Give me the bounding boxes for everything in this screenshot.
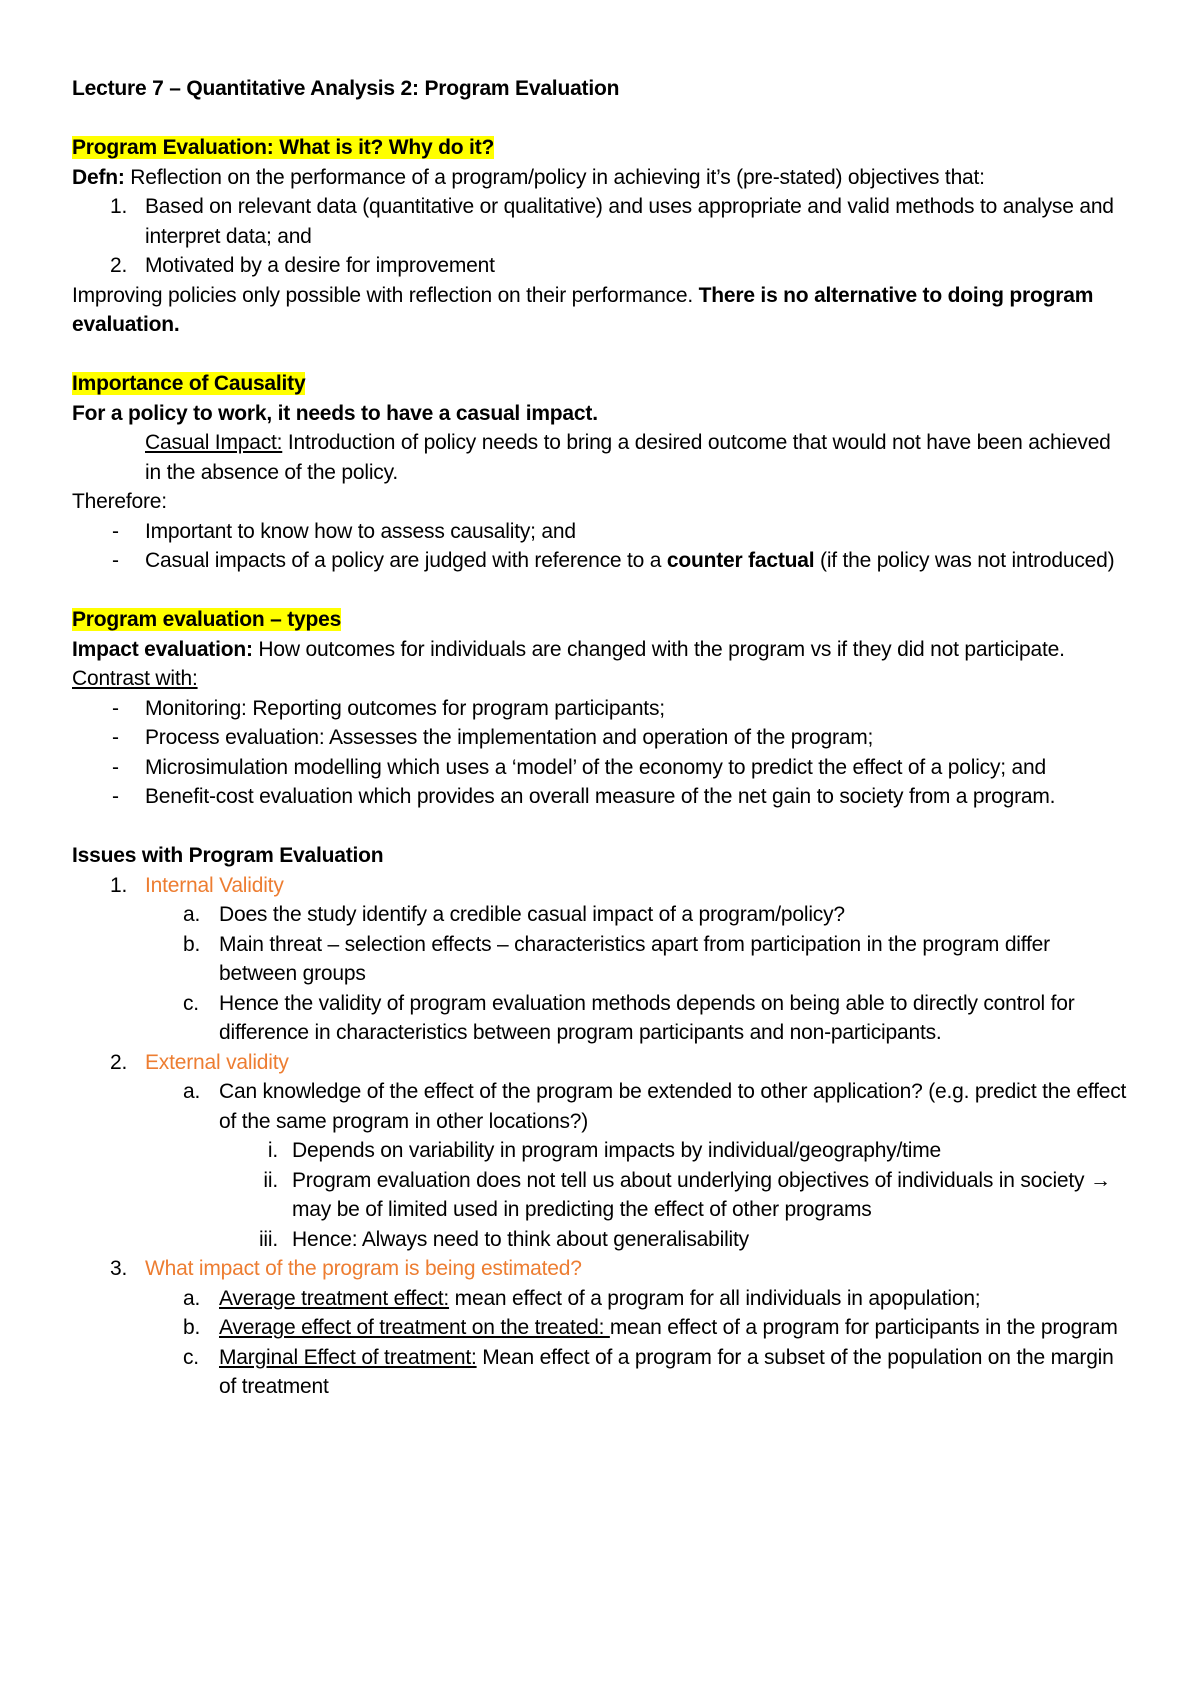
term-text: mean effect of a program for participants in the program (609, 1316, 1118, 1339)
impact-text: How outcomes for individuals are changed with the program vs if they did not participate. (252, 637, 1065, 661)
section-heading: Program Evaluation: What is it? Why do it? (72, 136, 495, 159)
section-what-is-it (72, 133, 1132, 163)
list-marker: 1. (110, 873, 128, 897)
list-marker: b. (183, 1316, 201, 1339)
list-item (72, 1254, 1132, 1284)
list-item (72, 546, 1132, 576)
list-marker: i. (267, 1139, 278, 1162)
definition (72, 163, 1132, 193)
impact-evaluation (72, 635, 1132, 665)
list-item-text: Important to know how to assess causality; and (145, 519, 576, 543)
page-title: Lecture 7 – Quantitative Analysis 2: Program Evaluation (72, 77, 620, 100)
list-item (72, 1166, 1132, 1225)
list-marker: c. (183, 991, 199, 1015)
section-heading: Program evaluation – types (72, 608, 342, 631)
closing-paragraph (72, 281, 1132, 340)
list-marker: b. (183, 932, 201, 956)
dash-marker: - (112, 696, 119, 720)
definition-text: Reflection on the performance of a program/policy in achieving it’s (pre-stated) objectives that: (124, 165, 985, 189)
closing-bold: There is no alternative to doing program evaluation. (72, 283, 1094, 336)
dash-marker: - (112, 549, 119, 572)
list-item (72, 871, 1132, 901)
list-item-text: Process evaluation: Assesses the implementation and operation of the program; (145, 726, 874, 749)
dash-marker: - (112, 785, 119, 808)
list-item (72, 900, 1132, 930)
list-item-text-pre: Casual impacts of a policy are judged with reference to a (145, 549, 667, 572)
therefore-label: Therefore: (72, 490, 167, 513)
list-item (72, 930, 1132, 989)
list-item (72, 694, 1132, 724)
list-marker: 2. (110, 1050, 128, 1074)
list-item-text: Depends on variability in program impacts by individual/geography/time (292, 1139, 942, 1162)
list-item (72, 1048, 1132, 1078)
list-item (72, 1077, 1132, 1136)
list-item-text: Main threat – selection effects – characteristics apart from participation in the program differ between groups (219, 932, 1050, 985)
section-heading: Importance of Causality (72, 372, 306, 395)
section-causality (72, 369, 1132, 399)
list-item (72, 753, 1132, 783)
term-text: mean effect of a program for all individuals in apopulation; (449, 1286, 981, 1310)
subheading-impact-estimated: What impact of the program is being estimated? (145, 1257, 582, 1280)
list-item (72, 1284, 1132, 1314)
list-marker: a. (183, 1080, 201, 1103)
list-marker: 3. (110, 1257, 128, 1280)
list-item-text: Does the study identify a credible casual impact of a program/policy? (219, 903, 845, 926)
list-item-text: Benefit-cost evaluation which provides an overall measure of the net gain to society from a program. (145, 785, 1056, 808)
list-item-text: Hence the validity of program evaluation methods depends on being able to directly control for difference in characteristics between program participants and non-participants. (219, 991, 1075, 1044)
dash-marker: - (112, 519, 119, 543)
contrast-label: Contrast with: (72, 667, 198, 690)
list-item-text-pre: Program evaluation does not tell us about underlying objectives of individuals in society (292, 1168, 1090, 1192)
list-marker: 1. (110, 195, 128, 218)
list-marker: ii. (263, 1168, 278, 1192)
term: Casual Impact: (145, 431, 283, 454)
causal-impact-definition (72, 428, 1132, 487)
section-issues: Issues with Program Evaluation (72, 844, 384, 867)
list-item (72, 1136, 1132, 1166)
term: Average treatment effect: (219, 1286, 450, 1310)
list-item-text: Hence: Always need to think about generalisability (292, 1227, 749, 1251)
list-item (72, 251, 1132, 281)
term-text: Mean effect of a program for a subset of the population on the margin of treatment (219, 1345, 1114, 1398)
subheading-external-validity: External validity (145, 1050, 289, 1074)
section-types (72, 605, 1132, 635)
term: Average effect of treatment on the treated: (219, 1316, 610, 1339)
list-item (72, 723, 1132, 753)
term: Marginal Effect of treatment: (219, 1345, 477, 1369)
list-item-text: Motivated by a desire for improvement (145, 254, 495, 277)
document-body (72, 74, 1132, 1402)
list-item-text: Based on relevant data (quantitative or qualitative) and uses appropriate and valid methods to analyse and interpret data; and (145, 195, 1114, 248)
dash-marker: - (112, 726, 119, 749)
counter-factual: counter factual (666, 549, 815, 572)
list-item (72, 1225, 1132, 1255)
list-item-text-post: may be of limited used in predicting the effect of other programs (292, 1198, 872, 1221)
definition-label: Defn: (72, 165, 125, 189)
list-item (72, 782, 1132, 812)
list-item-text: Monitoring: Reporting outcomes for program participants; (145, 696, 665, 720)
closing-text: Improving policies only possible with reflection on their performance. (72, 283, 699, 307)
right-arrow-icon: → (1089, 1168, 1111, 1192)
list-marker: iii. (258, 1227, 278, 1251)
list-item (72, 989, 1132, 1048)
subheading-internal-validity: Internal Validity (145, 873, 284, 897)
list-item-text-post: (if the policy was not introduced) (814, 549, 1115, 572)
list-item-text: Microsimulation modelling which uses a ‘model’ of the economy to predict the effect of a policy; and (145, 755, 1046, 779)
list-item-text: Can knowledge of the effect of the program be extended to other application? (e.g. predict the effect of the same program in other locations?) (219, 1080, 1127, 1133)
list-marker: 2. (110, 254, 128, 277)
term-text: Introduction of policy needs to bring a desired outcome that would not have been achieved in the absence of the policy. (145, 431, 1111, 484)
causality-lead: For a policy to work, it needs to have a casual impact. (72, 401, 598, 425)
list-marker: a. (183, 1286, 201, 1310)
list-item (72, 517, 1132, 547)
list-item (72, 1343, 1132, 1402)
impact-label: Impact evaluation: (72, 637, 253, 661)
list-item (72, 1313, 1132, 1343)
list-marker: a. (183, 903, 201, 926)
list-item (72, 192, 1132, 251)
dash-marker: - (112, 755, 119, 779)
list-marker: c. (183, 1345, 199, 1369)
